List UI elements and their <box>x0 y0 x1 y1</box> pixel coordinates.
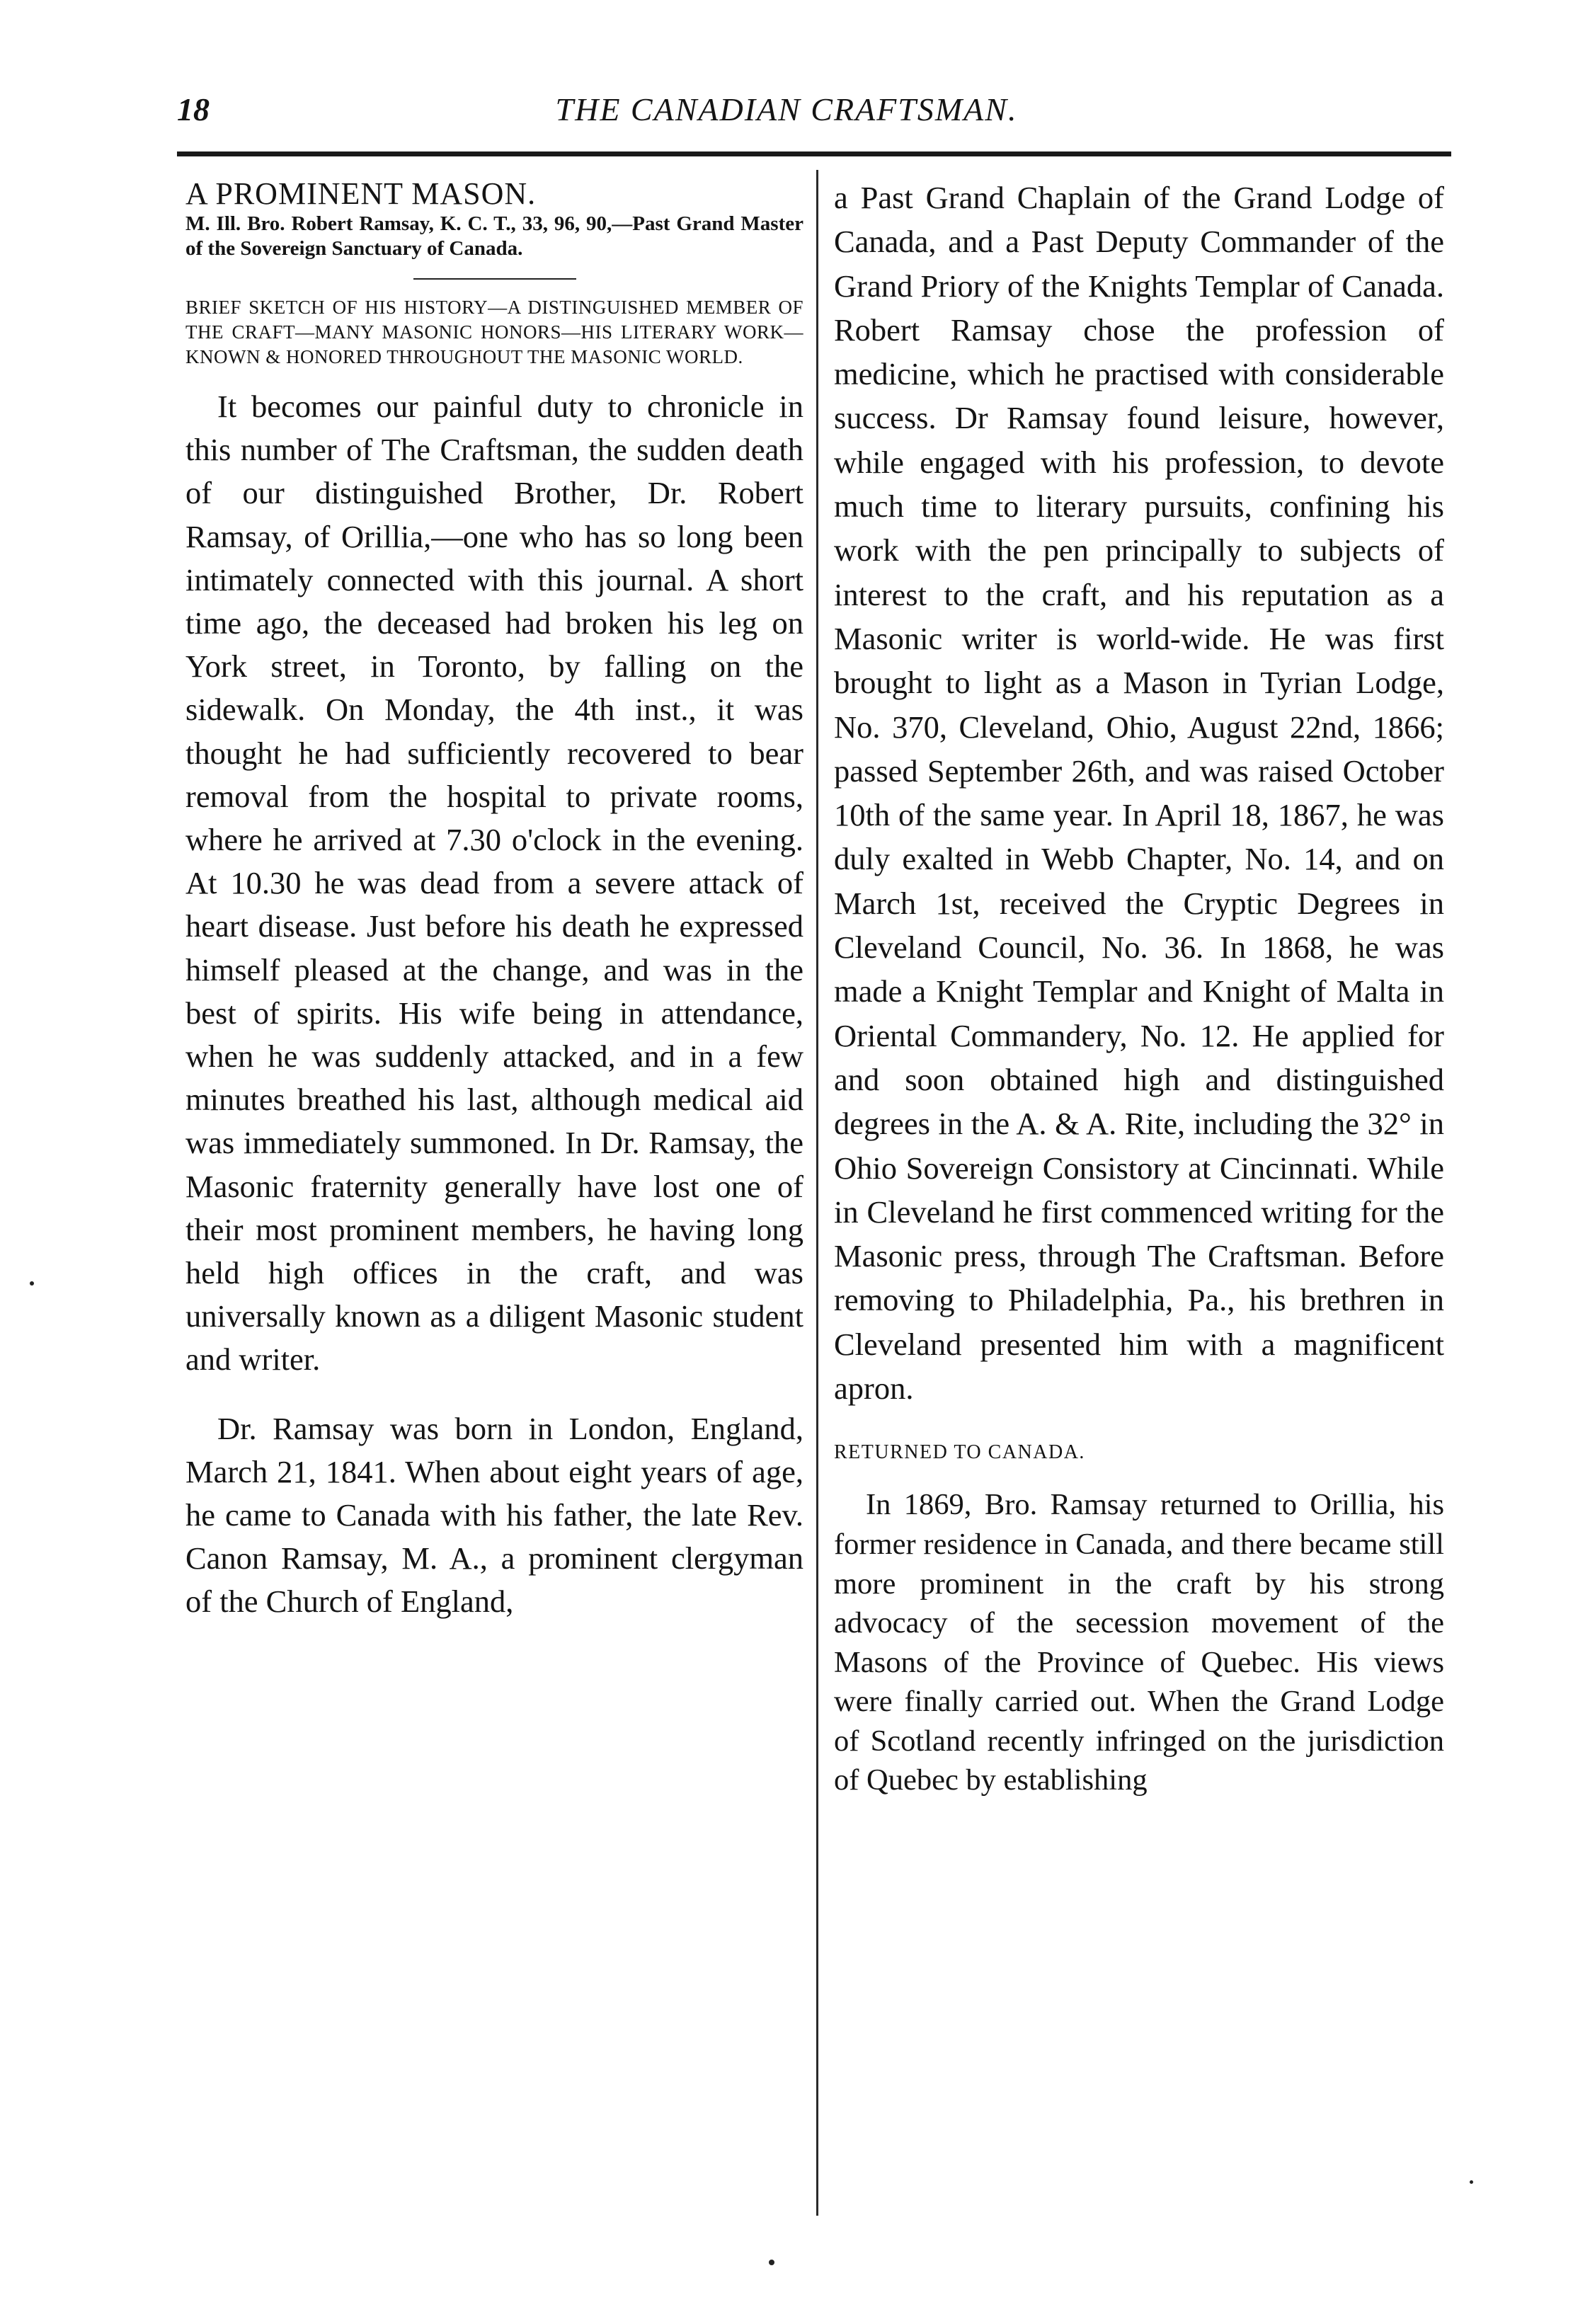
body-paragraph-2: Dr. Ramsay was born in London, England, March 21, 1841. When about eight years of age, he came to Canada with his father, the late Rev. Canon Ramsay, M. A., a prominent clergyman of the Church of England, <box>185 1410 803 1620</box>
running-title: THE CANADIAN CRAFTSMAN. <box>555 91 1018 127</box>
body-paragraph-1: It becomes our painful duty to chronicle in this number of The Craftsman, the sudden death of our distinguished Brother, Dr. Robert Ramsay, of Orillia,—one who has so long been intimately connected with this journal. A short time ago, the deceased had broken his leg on York street, in Toronto, by falling on the sidewalk. On Monday, the 4th inst., it was thought he had sufficiently recovered to bear removal from the hospital to private rooms, where he arrived at 7.30 o'clock in the evening. At 10.30 he was dead from a severe attack of heart disease. Just before his death he expressed himself pleased at the change, and was in the best of spirits. His wife being in attendance, when he was suddenly attacked, and in a few minutes breathed his last, although medical aid was immediately summoned. In Dr. Ramsay, the Masonic fraternity generally have lost one of their most prominent members, he having long held high offices in the craft, and was universally known as a diligent Masonic student and writer. <box>185 389 803 1378</box>
article-title: A PROMINENT MASON. <box>185 176 537 211</box>
print-speck <box>769 2260 774 2265</box>
body-paragraph-returned: In 1869, Bro. Ramsay returned to Orillia, his former residence in Canada, and there became still more prominent in the craft by his strong advocacy of the secession movement of the Masons of the Province of Quebec. His views were finally carried out. When the Grand Lodge of Scotland recently infringed on the jurisdiction of Quebec by establishing <box>834 1488 1444 1797</box>
article-byline: M. Ill. Bro. Robert Ramsay, K. C. T., 33, 96, 90,—Past Grand Master of the Sovereign Sanctuary of Canada. <box>185 212 803 260</box>
left-column <box>185 176 803 1624</box>
page-number: 18 <box>177 91 210 127</box>
body-paragraph-continued: a Past Grand Chaplain of the Grand Lodge of Canada, and a Past Deputy Commander of the Grand Priory of the Knights Templar of Canada. Robert Ramsay chose the profession of medicine, which he practised with considerable success. Dr Ramsay found leisure, however, while engaged with his profession, to devote much time to literary pursuits, confining his work with the pen principally to subjects of interest to the craft, and his reputation as a Masonic writer is world-wide. He was first brought to light as a Mason in Tyrian Lodge, No. 370, Cleveland, Ohio, August 22nd, 1866; passed September 26th, and was raised October 10th of the same year. In April 18, 1867, he was duly exalted in Webb Chapter, No. 14, and on March 1st, received the Cryptic Degrees in Cleveland Council, No. 36. In 1868, he was made a Knight Templar and Knight of Malta in Oriental Commandery, No. 12. He applied for and soon obtained high and distinguished degrees in the A. & A. Rite, including the 32° in Ohio Sovereign Consistory at Cincinnati. While in Cleveland he first commenced writing for the Masonic press, through The Craftsman. Before removing to Philadelphia, Pa., his brethren in Cleveland presented him with a magnificent apron. <box>834 180 1444 1407</box>
print-speck <box>30 1281 34 1286</box>
right-column <box>834 176 1444 1800</box>
column-divider <box>816 170 818 2216</box>
section-subhead: RETURNED TO CANADA. <box>834 1441 1085 1464</box>
byline-rule <box>413 278 576 280</box>
article-deck: BRIEF SKETCH OF HIS HISTORY—A DISTINGUISHED MEMBER OF THE CRAFT—MANY MASONIC HONORS—HIS LITERARY WORK—KNOWN & HONORED THROUGHOUT THE MASONIC WORLD. <box>185 297 803 367</box>
header-rule <box>177 151 1451 156</box>
print-speck <box>1470 2180 1473 2184</box>
